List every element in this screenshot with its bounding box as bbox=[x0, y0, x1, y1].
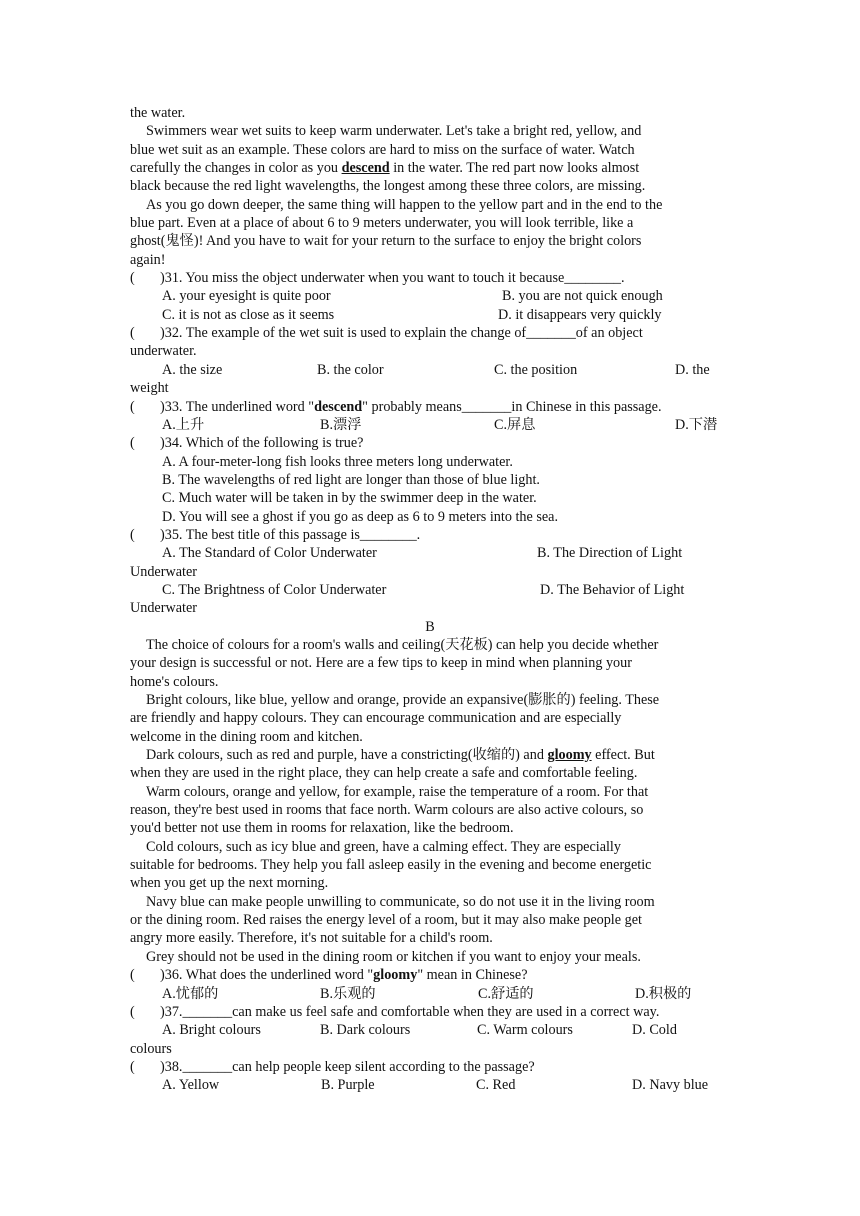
option-b: B. you are not quick enough bbox=[502, 288, 663, 305]
option-d-cont: Underwater bbox=[130, 600, 197, 617]
passage-line: black because the red light wavelengths, the longest among these three colors, are missing. bbox=[130, 178, 646, 195]
option-d-cont: colours bbox=[130, 1040, 172, 1057]
passage-line: welcome in the dining room and kitchen. bbox=[130, 728, 363, 745]
document-page bbox=[130, 104, 730, 1095]
quoted-word: descend bbox=[314, 398, 363, 415]
passage-line: or the dining room. Red raises the energy level of a room, but it may also make people get bbox=[130, 912, 642, 929]
section-heading: B bbox=[425, 618, 435, 635]
option-a: A.上升 bbox=[162, 416, 205, 433]
underlined-word-gloomy: gloomy bbox=[547, 747, 592, 764]
underlined-word-descend: descend bbox=[341, 160, 390, 177]
option-b: B. The wavelengths of red light are longer than those of blue light. bbox=[162, 471, 540, 488]
passage-line: reason, they're best used in rooms that face north. Warm colours are also active colours, so bbox=[130, 802, 644, 819]
question-36 bbox=[130, 966, 730, 984]
passage-line: Warm colours, orange and yellow, for example, raise the temperature of a room. For that bbox=[146, 783, 649, 800]
passage-line: again! bbox=[130, 251, 166, 268]
option-b: B.乐观的 bbox=[320, 985, 376, 1002]
option-d-cont: weight bbox=[130, 380, 169, 397]
passage-line: blue part. Even at a place of about 6 to 9 meters underwater, you will look terrible, like a bbox=[130, 215, 634, 232]
option-d: D.下潜 bbox=[675, 416, 718, 433]
question-stem: )33. The underlined word " bbox=[160, 398, 315, 415]
answer-bracket: ( bbox=[130, 967, 135, 984]
answer-bracket: ( bbox=[130, 398, 135, 415]
passage-line: blue wet suit as an example. These colors are hard to miss on the surface of water. Watch bbox=[130, 141, 635, 158]
option-d: D. The Behavior of Light bbox=[540, 581, 685, 598]
option-d: D. Cold bbox=[632, 1022, 677, 1039]
options-row bbox=[130, 287, 730, 305]
passage-line: suitable for bedrooms. They help you fall asleep easily in the evening and become energetic bbox=[130, 857, 652, 874]
answer-bracket: ( bbox=[130, 325, 135, 342]
question-stem: )32. The example of the wet suit is used to explain the change of_______of an object bbox=[160, 325, 643, 342]
option-b: B. Dark colours bbox=[320, 1022, 411, 1039]
options-row bbox=[130, 581, 730, 599]
option-c: C. Much water will be taken in by the swimmer deep in the water. bbox=[162, 490, 537, 507]
question-stem-cont: underwater. bbox=[130, 343, 197, 360]
question-stem: " probably means_______in Chinese in this passage. bbox=[362, 398, 662, 415]
option-d: D.积极的 bbox=[635, 985, 692, 1002]
passage-line: As you go down deeper, the same thing will happen to the yellow part and in the end to the bbox=[146, 196, 663, 213]
option-c: C. Red bbox=[476, 1077, 516, 1094]
option-a: A.忧郁的 bbox=[162, 985, 219, 1002]
passage-line: your design is successful or not. Here are a few tips to keep in mind when planning your bbox=[130, 655, 632, 672]
question-33 bbox=[130, 398, 730, 416]
passage-line: Cold colours, such as icy blue and green, have a calming effect. They are especially bbox=[146, 838, 621, 855]
answer-bracket: ( bbox=[130, 435, 135, 452]
question-stem: " mean in Chinese? bbox=[417, 967, 528, 984]
passage-text: in the water. The red part now looks almost bbox=[389, 160, 640, 177]
passage-text: Dark colours, such as red and purple, have a constricting(收缩的) and bbox=[146, 747, 548, 764]
passage-line: Navy blue can make people unwilling to communicate, so do not use it in the living room bbox=[146, 893, 655, 910]
passage-line bbox=[130, 159, 730, 177]
passage-line: when you get up the next morning. bbox=[130, 875, 329, 892]
option-d: D. the bbox=[675, 361, 710, 378]
option-a: A. your eyesight is quite poor bbox=[162, 288, 331, 305]
option-b: B.漂浮 bbox=[320, 416, 362, 433]
question-stem: )36. What does the underlined word " bbox=[160, 967, 374, 984]
options-row bbox=[130, 985, 730, 1003]
answer-bracket: ( bbox=[130, 1003, 135, 1020]
question-stem: )35. The best title of this passage is________. bbox=[160, 526, 421, 543]
question-31 bbox=[130, 269, 730, 287]
option-c: C.舒适的 bbox=[478, 985, 534, 1002]
question-stem: )31. You miss the object underwater when you want to touch it because________. bbox=[160, 270, 625, 287]
passage-line: home's colours. bbox=[130, 673, 219, 690]
option-c: C. the position bbox=[494, 361, 578, 378]
option-a: A. the size bbox=[162, 361, 223, 378]
passage-line: The choice of colours for a room's walls and ceiling(天花板) can help you decide whether bbox=[146, 636, 659, 653]
options-row bbox=[130, 544, 730, 562]
option-b: B. The Direction of Light bbox=[537, 545, 683, 562]
quoted-word: gloomy bbox=[373, 967, 418, 984]
option-a: A. A four-meter-long fish looks three meters long underwater. bbox=[162, 453, 513, 470]
question-38 bbox=[130, 1058, 730, 1076]
option-b-cont: Underwater bbox=[130, 563, 197, 580]
option-a: A. Yellow bbox=[162, 1077, 220, 1094]
option-a: A. Bright colours bbox=[162, 1022, 261, 1039]
question-stem: )38._______can help people keep silent according to the passage? bbox=[160, 1058, 535, 1075]
passage-text: effect. But bbox=[591, 747, 655, 764]
option-c: C. it is not as close as it seems bbox=[162, 306, 335, 323]
question-34 bbox=[130, 434, 730, 452]
question-37 bbox=[130, 1003, 730, 1021]
passage-line: the water. bbox=[130, 105, 186, 121]
option-c: C. Warm colours bbox=[477, 1022, 573, 1039]
passage-line: angry more easily. Therefore, it's not suitable for a child's room. bbox=[130, 930, 493, 947]
passage-line: when they are used in the right place, they can help create a safe and comfortable feeling. bbox=[130, 765, 638, 782]
question-32 bbox=[130, 324, 730, 342]
option-c: C. The Brightness of Color Underwater bbox=[162, 581, 387, 598]
passage-text: carefully the changes in color as you bbox=[130, 160, 342, 177]
option-b: B. Purple bbox=[321, 1077, 375, 1094]
passage-line: Swimmers wear wet suits to keep warm underwater. Let's take a bright red, yellow, and bbox=[146, 123, 642, 140]
options-row bbox=[130, 306, 730, 324]
question-stem: )34. Which of the following is true? bbox=[160, 435, 364, 452]
options-row bbox=[130, 1021, 730, 1039]
passage-line: ghost(鬼怪)! And you have to wait for your return to the surface to enjoy the bright colors bbox=[130, 233, 642, 250]
passage-line: you'd better not use them in rooms for relaxation, like the bedroom. bbox=[130, 820, 514, 837]
answer-bracket: ( bbox=[130, 526, 135, 543]
passage-line bbox=[130, 746, 730, 764]
options-row bbox=[130, 416, 730, 434]
option-d: D. it disappears very quickly bbox=[498, 306, 662, 323]
passage-line: Grey should not be used in the dining room or kitchen if you want to enjoy your meals. bbox=[146, 948, 641, 965]
question-stem: )37._______can make us feel safe and comfortable when they are used in a correct way. bbox=[160, 1003, 660, 1020]
options-row bbox=[130, 1076, 730, 1094]
question-35 bbox=[130, 526, 730, 544]
option-d: D. You will see a ghost if you go as deep as 6 to 9 meters into the sea. bbox=[162, 508, 559, 525]
passage-line: are friendly and happy colours. They can encourage communication and are especially bbox=[130, 710, 622, 727]
passage-line: Bright colours, like blue, yellow and orange, provide an expansive(膨胀的) feeling. These bbox=[146, 692, 660, 708]
option-b: B. the color bbox=[317, 361, 384, 378]
options-row bbox=[130, 361, 730, 379]
option-c: C.屏息 bbox=[494, 416, 536, 433]
option-d: D. Navy blue bbox=[632, 1077, 709, 1094]
answer-bracket: ( bbox=[130, 270, 135, 287]
option-a: A. The Standard of Color Underwater bbox=[162, 545, 377, 562]
answer-bracket: ( bbox=[130, 1058, 135, 1075]
